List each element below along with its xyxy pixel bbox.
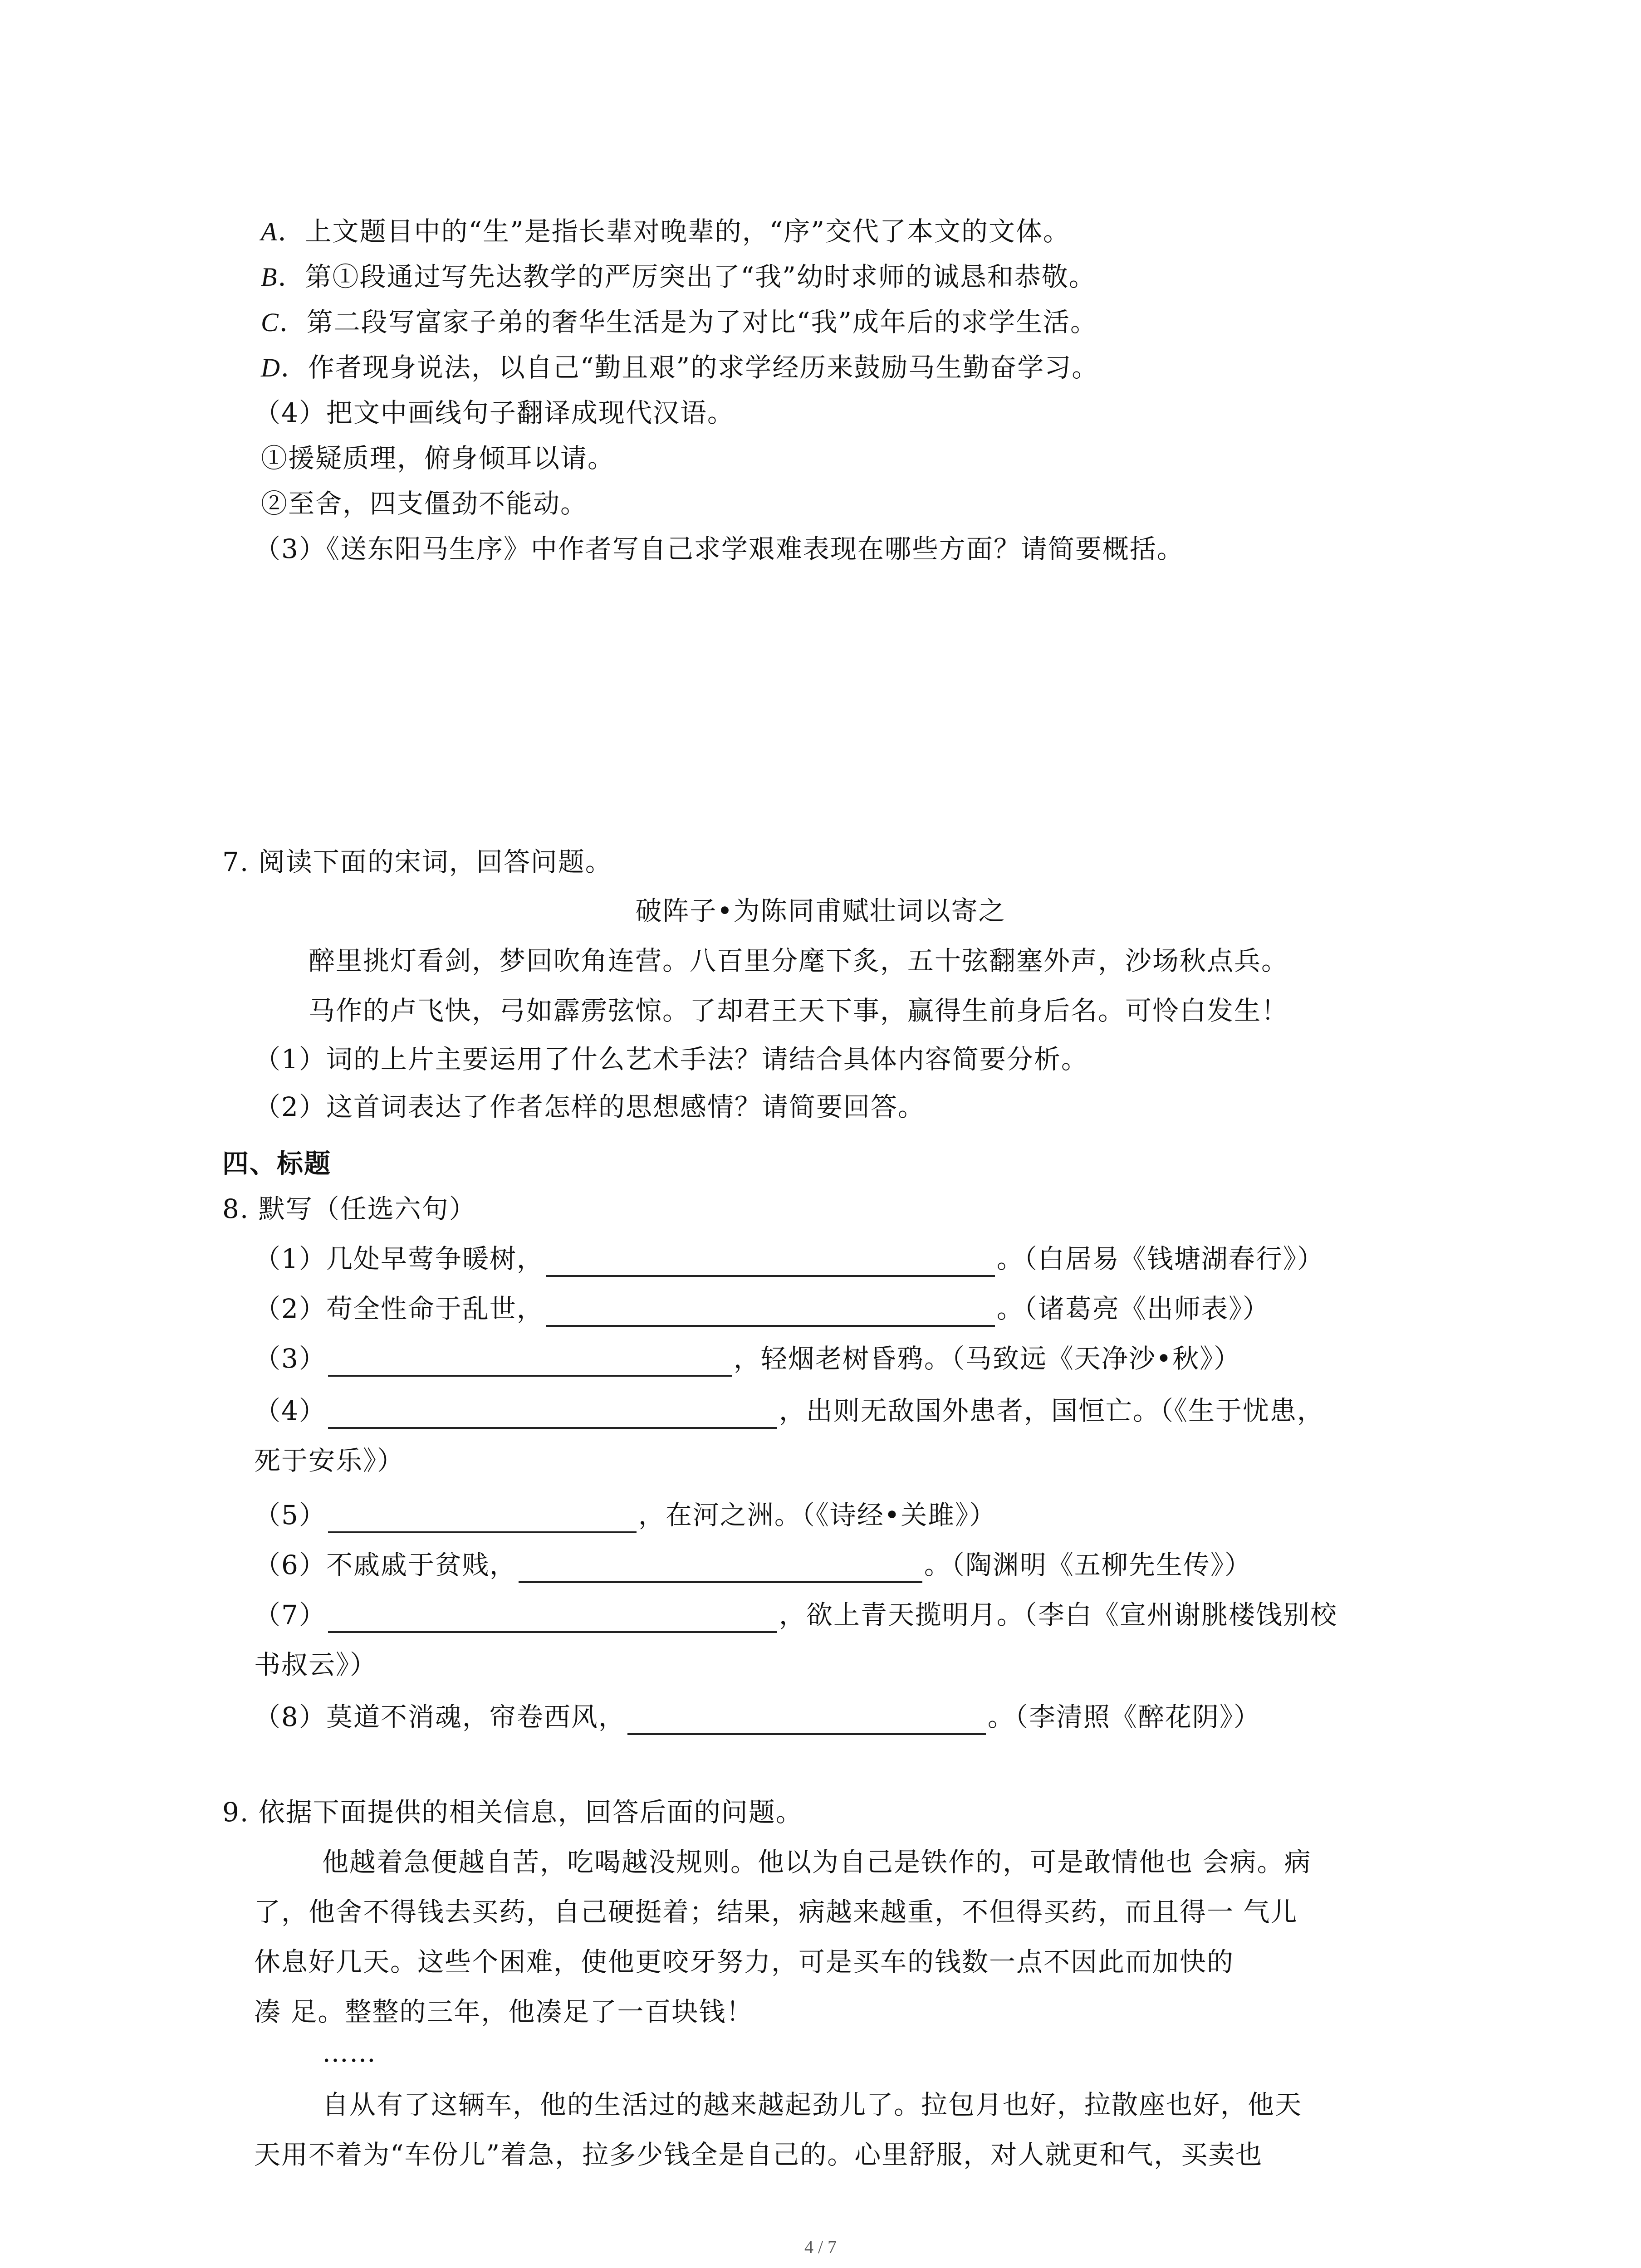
q7-sub1: （1）词的上片主要运用了什么艺术手法？请结合具体内容简要分析。: [254, 1044, 1088, 1075]
option-b: [261, 259, 1096, 295]
option-c-text: ．第二段写富家子弟的奢华生活是为了对比“我”成年后的求学生活。: [279, 307, 1097, 337]
option-b-text: ．第①段通过写先达教学的严厉突出了“我”幼时求师的诚恳和恭敬。: [278, 261, 1096, 292]
poem-line-1: 醉里挑灯看剑，梦回吹角连营。八百里分麾下炙，五十弦翻塞外声，沙场秋点兵。: [309, 945, 1289, 976]
dictation-item-3: [254, 1340, 1241, 1377]
option-b-letter: B: [261, 262, 278, 292]
dictation-1-suffix: 。（白居易《钱塘湖春行》）: [996, 1243, 1324, 1274]
q6-sub4: （4）把文中画线句子翻译成现代汉语。: [254, 397, 735, 428]
poem-line-2: 马作的卢飞快，弓如霹雳弦惊。了却君王天下事，赢得生前身后名。可怜白发生！: [309, 995, 1289, 1026]
dictation-item-6: [254, 1547, 1252, 1583]
dictation-item-7: [254, 1597, 1337, 1633]
passage-2-line-2: 天用不着为“车份儿”着急，拉多少钱全是自己的。心里舒服，对人就更和气，买卖也: [254, 2139, 1263, 2170]
dictation-4-suffix: ，出则无敌国外患者，国恒亡。（《生于忧患，: [779, 1395, 1324, 1426]
option-d-letter: D: [261, 353, 281, 382]
dictation-6-blank[interactable]: [519, 1554, 922, 1583]
dictation-1-prefix: （1）几处早莺争暖树，: [254, 1243, 544, 1274]
q9-stem: 9. 依据下面提供的相关信息，回答后面的问题。: [222, 1797, 803, 1828]
dictation-item-2: [254, 1290, 1270, 1327]
dictation-5-blank[interactable]: [328, 1504, 637, 1533]
passage-1-line-3: 休息好几天。这些个困难，使他更咬牙努力，可是买车的钱数一点不因此而加快的: [254, 1946, 1234, 1977]
option-d-text: ．作者现身说法，以自己“勤且艰”的求学经历来鼓励马生勤奋学习。: [280, 352, 1099, 383]
dictation-3-prefix: （3）: [254, 1343, 326, 1374]
passage-1-line-2: 了，他舍不得钱去买药，自己硬挺着；结果，病越来越重，不但得买药，而且得一 气儿: [254, 1897, 1298, 1927]
dictation-4-prefix: （4）: [254, 1395, 326, 1426]
dictation-7-suffix: ，欲上青天揽明月。（李白《宣州谢朓楼饯别校: [779, 1599, 1337, 1630]
dictation-item-1: [254, 1241, 1324, 1277]
q7-stem: 7. 阅读下面的宋词，回答问题。: [222, 846, 612, 877]
dictation-2-suffix: 。（诸葛亮《出师表》）: [996, 1293, 1270, 1324]
dictation-item-4: [254, 1393, 1324, 1429]
poem-title: 破阵子•为陈同甫赋壮词以寄之: [635, 895, 1006, 926]
option-a: [261, 213, 1070, 250]
passage-1-line-1: 他越着急便越自苦，吃喝越没规则。他以为自己是铁作的，可是敢情他也 会病。病: [322, 1847, 1312, 1877]
option-c-letter: C: [261, 308, 279, 337]
option-d: [261, 349, 1099, 386]
dictation-3-blank[interactable]: [328, 1348, 732, 1377]
dictation-4-blank[interactable]: [328, 1400, 777, 1429]
dictation-1-blank[interactable]: [546, 1248, 995, 1277]
dictation-item-5: [254, 1497, 996, 1533]
passage-2-line-1: 自从有了这辆车，他的生活过的越来越起劲儿了。拉包月也好，拉散座也好，他天: [322, 2089, 1303, 2120]
dictation-7-prefix: （7）: [254, 1599, 326, 1630]
dictation-8-prefix: （8）莫道不消魂，帘卷西风，: [254, 1701, 626, 1732]
dictation-4-continued: 死于安乐》）: [254, 1445, 405, 1476]
dictation-7-blank[interactable]: [328, 1604, 777, 1633]
ellipsis: ……: [322, 2037, 377, 2068]
dictation-5-prefix: （5）: [254, 1500, 326, 1530]
q8-stem: 8. 默写（任选六句）: [222, 1193, 476, 1224]
dictation-7-continued: 书叔云》）: [254, 1649, 377, 1680]
section-heading: 四、标题: [222, 1148, 332, 1179]
dictation-5-suffix: ，在河之洲。（《诗经•关雎》）: [638, 1500, 997, 1530]
dictation-item-8: [254, 1699, 1261, 1735]
option-c: [261, 304, 1097, 341]
dictation-8-blank[interactable]: [627, 1706, 986, 1735]
option-a-letter: A: [261, 217, 278, 246]
option-a-text: ．上文题目中的“生”是指长辈对晚辈的，“序”交代了本文的文体。: [278, 216, 1071, 247]
dictation-6-suffix: 。（陶渊明《五柳先生传》）: [924, 1549, 1252, 1580]
dictation-2-prefix: （2）苟全性命于乱世，: [254, 1293, 544, 1324]
dictation-6-prefix: （6）不戚戚于贫贱，: [254, 1549, 517, 1580]
translate-sentence-1: ①援疑质理，俯身倾耳以请。: [261, 443, 615, 474]
dictation-2-blank[interactable]: [546, 1298, 995, 1327]
page-number: 4 / 7: [804, 2237, 837, 2257]
dictation-8-suffix: 。（李清照《醉花阴》）: [987, 1701, 1261, 1732]
passage-1-line-4: 凑 足。整整的三年，他凑足了一百块钱！: [254, 1996, 754, 2027]
q6-sub3: （3）《送东阳马生序》中作者写自己求学艰难表现在哪些方面？请简要概括。: [254, 533, 1184, 564]
q7-sub2: （2）这首词表达了作者怎样的思想感情？请简要回答。: [254, 1091, 925, 1122]
translate-sentence-2: ②至舍，四支僵劲不能动。: [261, 488, 588, 519]
dictation-3-suffix: ，轻烟老树昏鸦。（马致远《天净沙•秋》）: [733, 1343, 1241, 1374]
